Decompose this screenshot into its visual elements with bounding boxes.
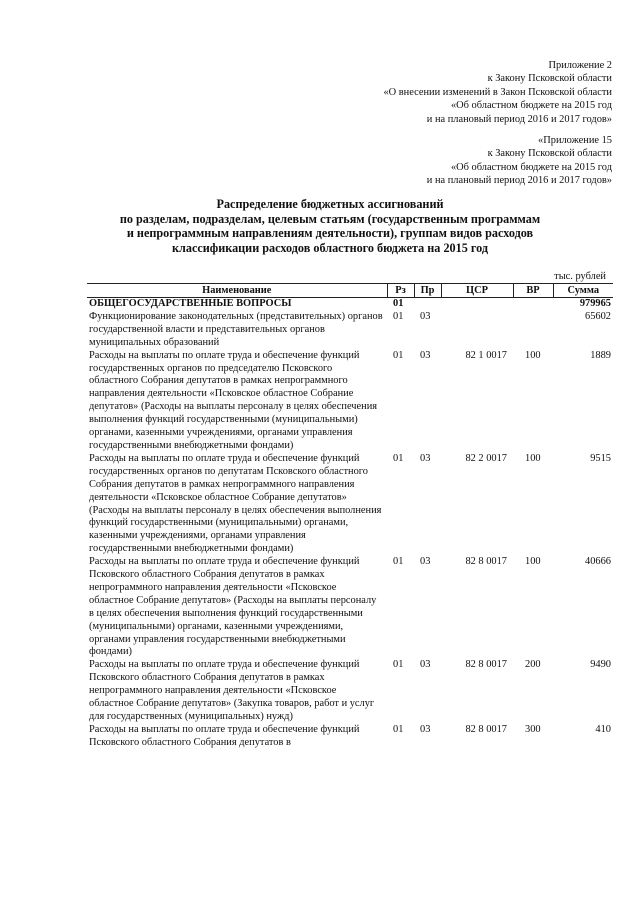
row-sum: 1889 bbox=[590, 349, 611, 361]
appendix-2-line: «О внесении изменений в Закон Псковской области bbox=[383, 86, 612, 98]
appendix-15-line: к Закону Псковской области bbox=[487, 148, 612, 160]
row-name: Расходы на выплаты по оплате труда и обеспечение функций Псковского областного Собрания депутатов в рамках непрограммного направления деятельности «Псковское областное Собрание депутатов» (Закупка товаров, работ и услуг для государственных (муниципальных) нужд) bbox=[89, 659, 375, 722]
document-title bbox=[60, 197, 600, 255]
row-pr: 03 bbox=[420, 723, 431, 735]
row-name: ОБЩЕГОСУДАРСТВЕННЫЕ ВОПРОСЫ bbox=[89, 298, 292, 309]
row-csr: 82 1 0017 bbox=[465, 349, 507, 361]
row-rz: 01 bbox=[393, 298, 404, 309]
header-vr: ВР bbox=[513, 284, 553, 298]
row-pr: 03 bbox=[420, 556, 431, 568]
row-rz: 01 bbox=[393, 452, 404, 464]
row-rz: 01 bbox=[393, 659, 404, 671]
appendix-2-line: «Об областном бюджете на 2015 год bbox=[450, 100, 612, 112]
row-sum: 410 bbox=[595, 723, 611, 735]
row-rz: 01 bbox=[393, 556, 404, 568]
table-row bbox=[87, 556, 613, 659]
appendix-2-line: Приложение 2 bbox=[548, 60, 612, 71]
appendix-2-line: к Закону Псковской области bbox=[487, 73, 612, 85]
header-pr: Пр bbox=[414, 284, 441, 298]
table-row bbox=[87, 350, 613, 453]
row-sum: 65602 bbox=[585, 310, 611, 322]
appendix-15-line: «Об областном бюджете на 2015 год bbox=[450, 161, 612, 173]
row-vr: 200 bbox=[525, 659, 541, 671]
row-name: Расходы на выплаты по оплате труда и обеспечение функций государственных органов по депутатам Псковского областного Собрания депутатов в рамках непрограммного направления деятельности «Псковское областное Собрание депутатов» (Расходы на выплаты персоналу в целях обеспечения выполнения функций государственными (муниципальными) органами, казенными учреждениями, органами управления государственными внебюджетными фондами) bbox=[89, 452, 382, 555]
title-line: Распределение бюджетных ассигнований bbox=[216, 197, 444, 211]
row-rz: 01 bbox=[393, 310, 404, 322]
row-csr bbox=[441, 311, 513, 350]
header-sum: Сумма bbox=[553, 284, 613, 298]
table-row bbox=[87, 311, 613, 350]
title-line: и непрограммным направлениям деятельности), группам видов расходов bbox=[126, 226, 534, 241]
row-vr bbox=[513, 298, 553, 311]
row-rz: 01 bbox=[393, 349, 404, 361]
appendix-15-line: «Приложение 15 bbox=[538, 135, 612, 146]
row-csr: 82 2 0017 bbox=[465, 452, 507, 464]
row-pr: 03 bbox=[420, 659, 431, 671]
row-name: Функционирование законодательных (представительных) органов государственной власти и представительных органов муниципальных образований bbox=[89, 310, 383, 348]
row-pr: 03 bbox=[420, 310, 431, 322]
row-csr: 82 8 0017 bbox=[465, 723, 507, 735]
row-pr: 03 bbox=[420, 452, 431, 464]
row-vr: 100 bbox=[525, 349, 541, 361]
table-header-row bbox=[87, 284, 613, 298]
header-csr: ЦСР bbox=[441, 284, 513, 298]
row-rz: 01 bbox=[393, 723, 404, 735]
table-row bbox=[87, 453, 613, 556]
row-vr: 100 bbox=[525, 556, 541, 568]
table-row bbox=[87, 298, 613, 311]
appendix-15-header bbox=[427, 134, 612, 188]
row-csr: 82 8 0017 bbox=[465, 556, 507, 568]
header-rz: Рз bbox=[387, 284, 414, 298]
row-name: Расходы на выплаты по оплате труда и обеспечение функций Псковского областного Собрания депутатов в рамках непрограммного направления деятельности «Псковское областное Собрание депутатов» (Расходы на выплаты персоналу в целях обеспечения выполнения функций государственными (муниципальными) органами, казенными учреждениями, органами управления государственными внебюджетными фондами) bbox=[89, 556, 377, 658]
row-sum: 40666 bbox=[585, 556, 611, 568]
appendix-2-line: и на плановый период 2016 и 2017 годов» bbox=[426, 113, 612, 125]
row-pr: 03 bbox=[420, 349, 431, 361]
row-sum: 9490 bbox=[590, 659, 611, 671]
budget-table bbox=[87, 283, 613, 750]
table-row bbox=[87, 724, 613, 750]
row-vr bbox=[513, 311, 553, 350]
appendix-15-line: и на плановый период 2016 и 2017 годов» bbox=[426, 175, 612, 187]
header-name: Наименование bbox=[87, 284, 387, 298]
row-name: Расходы на выплаты по оплате труда и обеспечение функций государственных органов по председателю Псковского областного Собрания депутатов в рамках непрограммного направления деятельности «Псковское областное Собрание депутатов» (Расходы на выплаты персоналу в целях обеспечения выполнения функций государственными (муниципальными) органами, казенными учреждениями, органами управления государственными внебюджетными фондами) bbox=[89, 349, 378, 451]
row-csr bbox=[441, 298, 513, 311]
title-line: по разделам, подразделам, целевым статьям (государственным программам bbox=[119, 211, 541, 226]
row-pr bbox=[414, 298, 441, 311]
row-csr: 82 8 0017 bbox=[465, 659, 507, 671]
row-vr: 300 bbox=[525, 723, 541, 735]
appendix-2-header bbox=[383, 59, 612, 126]
units-label: тыс. рублей bbox=[554, 271, 606, 282]
row-vr: 100 bbox=[525, 452, 541, 464]
title-line: классификации расходов областного бюджета на 2015 год bbox=[171, 240, 489, 255]
table-row bbox=[87, 659, 613, 724]
row-name: Расходы на выплаты по оплате труда и обеспечение функций Псковского областного Собрания депутатов в bbox=[89, 723, 360, 748]
row-sum: 979965 bbox=[579, 298, 611, 309]
row-sum: 9515 bbox=[590, 452, 611, 464]
